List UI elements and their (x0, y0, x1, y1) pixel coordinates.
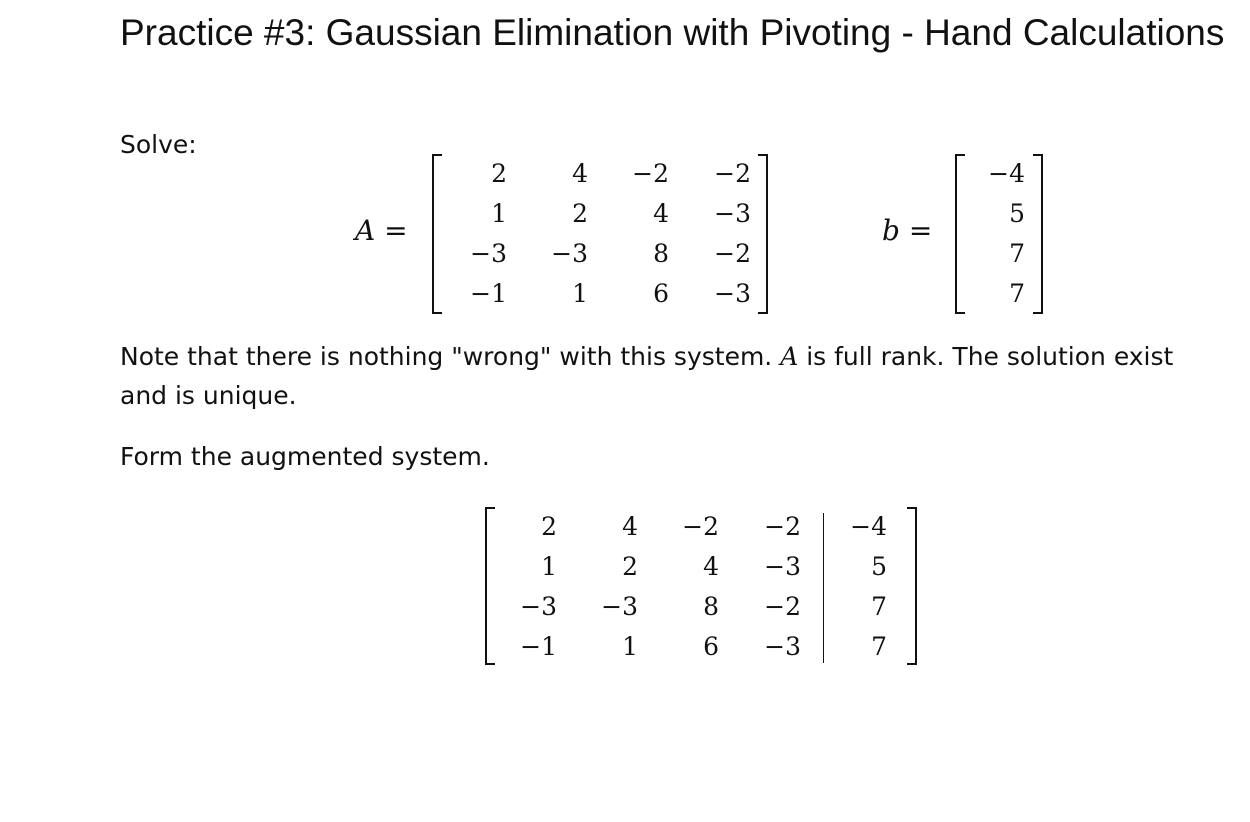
augmented-entry-r4-c2: 1 (622, 632, 638, 661)
vector-b-entry-r4-c1: 7 (1009, 279, 1025, 308)
augmented-entry-r2-c2: 2 (622, 552, 638, 581)
matrix-a-entry-r3-c3: 8 (653, 239, 669, 268)
note-line-1 (120, 338, 1173, 376)
matrix-a-entry-r2-c3: 4 (653, 199, 669, 228)
solve-label: Solve: (120, 130, 197, 159)
note-matrix-symbol: A (780, 342, 799, 371)
augmented-entry-r2-c4: −3 (764, 552, 801, 581)
vector-b-entries (955, 154, 1025, 314)
vector-b-label-text: b = (882, 214, 933, 247)
matrix-a-label (355, 214, 408, 247)
augmented-matrix (485, 507, 917, 665)
matrix-a-entry-r1-c1: 2 (491, 159, 507, 188)
note-text-pre: Note that there is nothing "wrong" with this system. (120, 342, 781, 371)
right-bracket (758, 154, 768, 314)
augmented-entry-r3-c4: −2 (764, 592, 801, 621)
vector-b-entry-r3-c1: 7 (1009, 239, 1025, 268)
augmented-entry-r3-c5: 7 (871, 592, 887, 621)
note-line-2: and is unique. (120, 381, 297, 410)
augmented-entry-r3-c2: −3 (601, 592, 638, 621)
matrix-a-entry-r2-c2: 2 (572, 199, 588, 228)
matrix-a-entry-r4-c2: 1 (572, 279, 588, 308)
vector-b (955, 154, 1043, 314)
matrix-a-label-text: A = (355, 214, 408, 247)
matrix-a-entry-r2-c1: 1 (491, 199, 507, 228)
matrix-a-entry-r2-c4: −3 (714, 199, 751, 228)
augmented-entry-r4-c5: 7 (871, 632, 887, 661)
matrix-a-entry-r4-c4: −3 (714, 279, 751, 308)
augmented-entry-r2-c5: 5 (871, 552, 887, 581)
matrix-a-entry-r1-c3: −2 (632, 159, 669, 188)
augmented-label: Form the augmented system. (120, 442, 490, 471)
augmented-entry-r2-c1: 1 (541, 552, 557, 581)
augmented-entry-r1-c1: 2 (541, 512, 557, 541)
augmented-matrix-entries (485, 507, 887, 667)
matrix-a (432, 154, 768, 314)
augmented-entry-r1-c5: −4 (850, 512, 887, 541)
note-text-post: is full rank. The solution exist (798, 342, 1174, 371)
matrix-a-entry-r3-c2: −3 (551, 239, 588, 268)
augmented-entry-r1-c2: 4 (622, 512, 638, 541)
matrix-a-entry-r3-c1: −3 (470, 239, 507, 268)
right-bracket (907, 507, 917, 665)
augmented-entry-r4-c3: 6 (703, 632, 719, 661)
augmented-entry-r2-c3: 4 (703, 552, 719, 581)
augmented-entry-r1-c3: −2 (682, 512, 719, 541)
matrix-a-entry-r4-c3: 6 (653, 279, 669, 308)
augmented-separator (823, 513, 824, 663)
matrix-a-entry-r4-c1: −1 (470, 279, 507, 308)
matrix-a-entries (432, 154, 751, 314)
augmented-entry-r4-c1: −1 (520, 632, 557, 661)
augmented-entry-r3-c1: −3 (520, 592, 557, 621)
augmented-entry-r3-c3: 8 (703, 592, 719, 621)
matrix-a-entry-r1-c2: 4 (572, 159, 588, 188)
vector-b-label (882, 214, 932, 247)
matrix-a-entry-r1-c4: −2 (714, 159, 751, 188)
right-bracket (1033, 154, 1043, 314)
matrix-a-entry-r3-c4: −2 (714, 239, 751, 268)
vector-b-entry-r2-c1: 5 (1009, 199, 1025, 228)
vector-b-entry-r1-c1: −4 (988, 159, 1025, 188)
page-title: Practice #3: Gaussian Elimination with Pivoting - Hand Calculations (120, 12, 1225, 53)
augmented-entry-r4-c4: −3 (764, 632, 801, 661)
augmented-entry-r1-c4: −2 (764, 512, 801, 541)
